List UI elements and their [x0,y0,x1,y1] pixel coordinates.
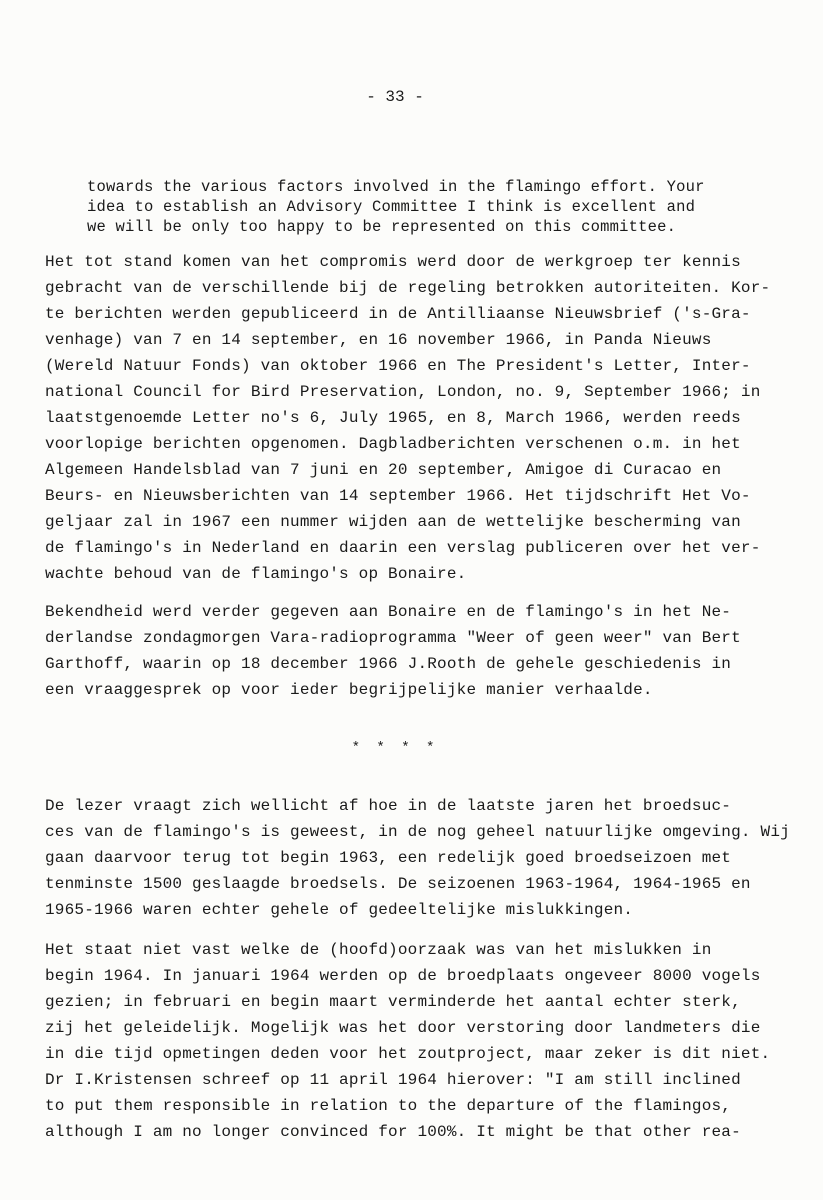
text-line: to put them responsible in relation to the departure of the flamingos, [45,1097,732,1115]
text-line: ces van de flamingo's is geweest, in de nog geheel natuurlijke omgeving. Wij [45,823,790,841]
text-line: De lezer vraagt zich wellicht af hoe in de laatste jaren het broedsuc- [45,797,732,815]
text-line: in die tijd opmetingen deden voor het zoutproject, maar zeker is dit niet. [45,1045,771,1063]
text-line: venhage) van 7 en 14 september, en 16 november 1966, in Panda Nieuws [45,331,712,349]
text-line: Bekendheid werd verder gegeven aan Bonaire en de flamingo's in het Ne- [45,603,732,621]
text-line: laatstgenoemde Letter no's 6, July 1965, en 8, March 1966, werden reeds [45,409,741,427]
text-line: towards the various factors involved in the flamingo effort. Your [87,178,705,196]
text-line: Garthoff, waarin op 18 december 1966 J.Rooth de gehele geschiedenis in [45,655,732,673]
text-line: gebracht van de verschillende bij de regeling betrokken autoriteiten. Kor- [45,279,771,297]
text-line: Algemeen Handelsblad van 7 juni en 20 september, Amigoe di Curacao en [45,461,722,479]
text-line: Het tot stand komen van het compromis werd door de werkgroep ter kennis [45,253,741,271]
text-line: Het staat niet vast welke de (hoofd)oorzaak was van het mislukken in [45,941,712,959]
text-line: national Council for Bird Preservation, London, no. 9, September 1966; in [45,383,761,401]
text-line: de flamingo's in Nederland en daarin een verslag publiceren over het ver- [45,539,761,557]
text-line: gaan daarvoor terug tot begin 1963, een redelijk goed broedseizoen met [45,849,732,867]
text-line: zij het geleidelijk. Mogelijk was het door verstoring door landmeters die [45,1019,761,1037]
text-line: (Wereld Natuur Fonds) van oktober 1966 en The President's Letter, Inter- [45,357,751,375]
text-line: voorlopige berichten opgenomen. Dagbladberichten verschenen o.m. in het [45,435,741,453]
text-line: tenminste 1500 geslaagde broedsels. De seizoenen 1963-1964, 1964-1965 en [45,875,751,893]
page-number: - 33 - [366,88,424,106]
text-line: wachte behoud van de flamingo's op Bonaire. [45,565,467,583]
text-line: geljaar zal in 1967 een nummer wijden aan de wettelijke bescherming van [45,513,741,531]
text-line: derlandse zondagmorgen Vara-radioprogramma "Weer of geen weer" van Bert [45,629,741,647]
text-line: Dr I.Kristensen schreef op 11 april 1964 hierover: "I am still inclined [45,1071,741,1089]
section-separator: * * * * [351,740,439,756]
text-line: Beurs- en Nieuwsberichten van 14 september 1966. Het tijdschrift Het Vo- [45,487,751,505]
text-line: te berichten werden gepubliceerd in de Antilliaanse Nieuwsbrief ('s-Gra- [45,305,751,323]
text-line: gezien; in februari en begin maart verminderde het aantal echter sterk, [45,993,741,1011]
text-line: 1965-1966 waren echter gehele of gedeeltelijke mislukkingen. [45,901,634,919]
text-line: although I am no longer convinced for 100%. It might be that other rea- [45,1123,741,1141]
text-line: een vraaggesprek op voor ieder begrijpelijke manier verhaalde. [45,681,653,699]
text-line: begin 1964. In januari 1964 werden op de broedplaats ongeveer 8000 vogels [45,967,761,985]
text-line: we will be only too happy to be represented on this committee. [87,218,677,236]
text-line: idea to establish an Advisory Committee I think is excellent and [87,198,696,216]
